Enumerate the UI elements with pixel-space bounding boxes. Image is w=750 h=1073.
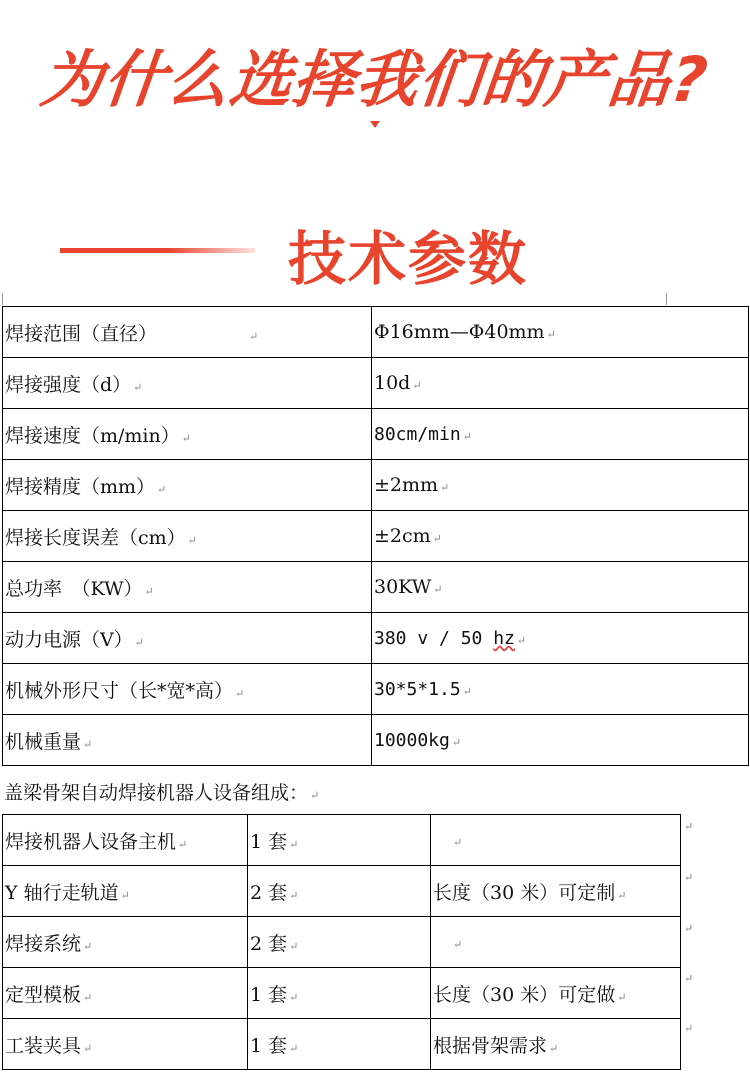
table-row xyxy=(3,968,681,1019)
return-mark-icon: ↵ xyxy=(412,379,422,392)
spec-label: 焊接强度（d） ↵ xyxy=(3,358,372,409)
return-mark-icon: ↵ xyxy=(546,328,556,341)
part-qty: 2 套 ↵ xyxy=(248,866,431,917)
spec-label: 焊接精度（mm） ↵ xyxy=(3,460,372,511)
part-name: Y 轴行走轨道 ↵ xyxy=(3,866,248,917)
return-mark-icon: ↵ xyxy=(433,583,443,596)
part-name: 焊接系统 ↵ xyxy=(3,917,248,968)
table-row xyxy=(3,866,681,917)
return-mark-icon: ↵ xyxy=(549,1041,559,1055)
return-mark-icon: ↵ xyxy=(684,922,694,935)
table-row xyxy=(3,815,681,866)
part-note xyxy=(431,815,681,866)
return-mark-icon: ↵ xyxy=(120,888,130,902)
spec-label: 焊接范围（直径） ↵ xyxy=(3,307,372,358)
spec-value: Φ16mm—Φ40mm ↵ xyxy=(372,307,749,358)
return-mark-icon: ↵ xyxy=(462,685,472,698)
part-note: 根据骨架需求 ↵ xyxy=(431,1019,681,1070)
part-name: 焊接机器人设备主机 ↵ xyxy=(3,815,248,866)
table-row xyxy=(3,358,749,409)
return-mark-icon: ↵ xyxy=(83,1041,93,1055)
table-row xyxy=(3,1019,681,1070)
spec-value: ±2mm ↵ xyxy=(372,460,749,511)
table-row xyxy=(3,613,749,664)
return-mark-icon: ↵ xyxy=(684,972,694,985)
spec-value: 30KW ↵ xyxy=(372,562,749,613)
return-mark-icon: ↵ xyxy=(289,888,299,902)
return-mark-icon: ↵ xyxy=(83,990,93,1004)
return-mark-icon: ↵ xyxy=(516,634,527,647)
composition-caption: 盖梁骨架自动焊接机器人设备组成： ↵ xyxy=(4,782,320,804)
spec-label: 焊接长度误差（cm） ↵ xyxy=(3,511,372,562)
spec-value: 80cm/min ↵ xyxy=(372,409,749,460)
return-mark-icon: ↵ xyxy=(83,737,93,751)
page-corner-mark xyxy=(2,293,13,305)
headline: 为什么选择我们的产品? xyxy=(37,43,712,116)
return-mark-icon: ↵ xyxy=(157,482,167,496)
table-row xyxy=(3,409,749,460)
return-mark-icon: ↵ xyxy=(684,1022,694,1035)
return-mark-icon: ↵ xyxy=(432,532,442,545)
return-mark-icon: ↵ xyxy=(133,380,143,394)
spec-label: 焊接速度（m/min） ↵ xyxy=(3,409,372,460)
return-mark-icon: ↵ xyxy=(617,888,627,902)
spec-label: 动力电源（V） ↵ xyxy=(3,613,372,664)
return-mark-icon: ↵ xyxy=(453,836,463,849)
return-mark-icon: ↵ xyxy=(187,533,197,547)
spellcheck-underline: hz xyxy=(493,628,515,649)
table-row xyxy=(3,664,749,715)
section-title: 技术参数 xyxy=(288,225,529,293)
part-note: 长度（30 米）可定做 ↵ xyxy=(431,968,681,1019)
spec-value: 380 v / 50 hz ↵ xyxy=(372,613,749,664)
spec-value: 10d ↵ xyxy=(372,358,749,409)
return-mark-icon: ↵ xyxy=(289,837,299,851)
return-mark-icon: ↵ xyxy=(235,686,245,700)
table-row xyxy=(3,562,749,613)
return-mark-icon: ↵ xyxy=(289,1041,299,1055)
return-mark-icon: ↵ xyxy=(178,837,188,851)
return-mark-icon: ↵ xyxy=(83,939,93,953)
spec-label: 机械重量 ↵ xyxy=(3,715,372,766)
return-mark-icon: ↵ xyxy=(181,431,191,445)
return-mark-icon: ↵ xyxy=(684,871,694,884)
part-qty: 1 套 ↵ xyxy=(248,815,431,866)
part-qty: 1 套 ↵ xyxy=(248,968,431,1019)
return-mark-icon: ↵ xyxy=(134,635,144,649)
return-mark-icon: ↵ xyxy=(310,789,320,802)
composition-table xyxy=(2,814,681,1070)
part-note xyxy=(431,917,681,968)
return-mark-icon: ↵ xyxy=(289,939,299,953)
spec-label: 机械外形尺寸（长*宽*高） ↵ xyxy=(3,664,372,715)
spec-value: ±2cm ↵ xyxy=(372,511,749,562)
part-note: 长度（30 米）可定制 ↵ xyxy=(431,866,681,917)
return-mark-icon: ↵ xyxy=(684,820,694,833)
return-mark-icon: ↵ xyxy=(249,329,259,343)
spec-label: 总功率 （KW） ↵ xyxy=(3,562,372,613)
return-mark-icon: ↵ xyxy=(289,990,299,1004)
part-qty: 1 套 ↵ xyxy=(248,1019,431,1070)
table-row xyxy=(3,307,749,358)
return-mark-icon: ↵ xyxy=(440,481,450,494)
return-mark-icon: ↵ xyxy=(462,430,472,443)
table-row xyxy=(3,917,681,968)
page-corner-mark xyxy=(666,293,677,305)
return-mark-icon: ↵ xyxy=(144,584,154,598)
part-name: 工装夹具 ↵ xyxy=(3,1019,248,1070)
part-name: 定型模板 ↵ xyxy=(3,968,248,1019)
return-mark-icon: ↵ xyxy=(617,990,627,1004)
caret-down-icon xyxy=(370,121,380,128)
spec-value: 30*5*1.5 ↵ xyxy=(372,664,749,715)
table-row xyxy=(3,460,749,511)
table-row xyxy=(3,511,749,562)
spec-table xyxy=(2,306,749,766)
section-divider-line xyxy=(60,248,255,253)
return-mark-icon: ↵ xyxy=(453,938,463,951)
table-row xyxy=(3,715,749,766)
spec-value: 10000kg ↵ xyxy=(372,715,749,766)
part-qty: 2 套 ↵ xyxy=(248,917,431,968)
return-mark-icon: ↵ xyxy=(451,736,462,749)
